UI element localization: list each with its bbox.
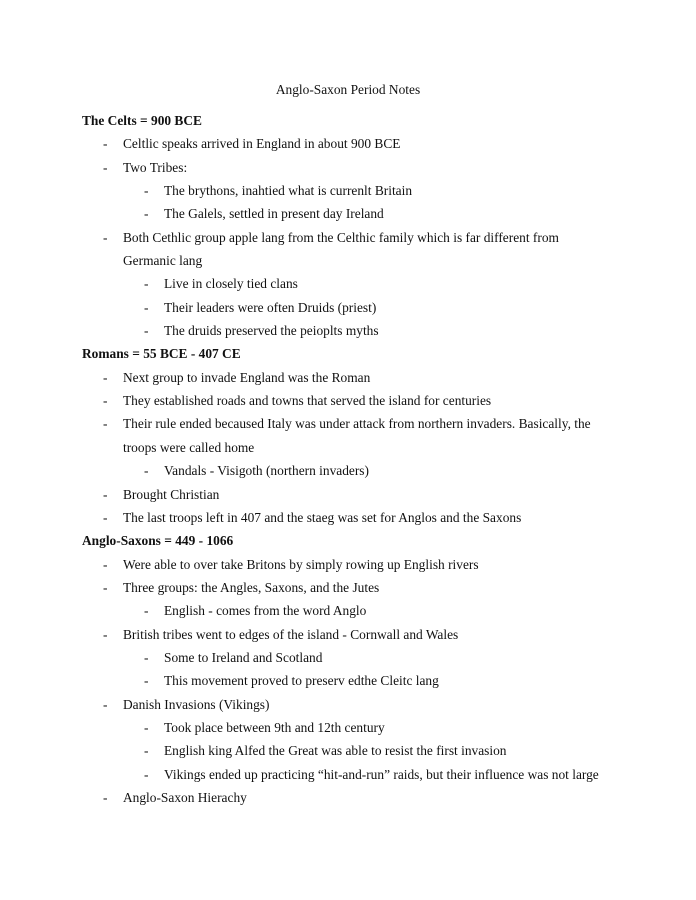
dash-bullet-icon: -	[144, 719, 149, 735]
sub-bullet-item	[82, 741, 622, 764]
sub-bullet-item	[82, 648, 622, 671]
bullet-text: Vandals - Visigoth (northern invaders)	[164, 463, 369, 479]
bullet-item	[82, 788, 622, 811]
bullet-text: Germanic lang	[123, 253, 203, 269]
dash-bullet-icon: -	[103, 136, 108, 152]
dash-bullet-icon: -	[103, 369, 108, 385]
bullet-item	[82, 391, 622, 414]
bullet-continuation	[82, 438, 622, 461]
bullet-text: Next group to invade England was the Roman	[123, 369, 371, 385]
bullet-text: Celtlic speaks arrived in England in about 900 BCE	[123, 136, 401, 152]
bullet-text: Both Cethlic group apple lang from the Celthic family which is far different from	[123, 229, 559, 245]
dash-bullet-icon: -	[144, 299, 149, 315]
bullet-text: English - comes from the word Anglo	[164, 603, 367, 619]
bullet-text: Took place between 9th and 12th century	[164, 719, 385, 735]
bullet-item	[82, 485, 622, 508]
bullet-text: Their leaders were often Druids (priest)	[164, 299, 377, 315]
dash-bullet-icon: -	[144, 673, 149, 689]
bullet-text: Were able to over take Britons by simply rowing up English rivers	[123, 556, 479, 572]
dash-bullet-icon: -	[103, 229, 108, 245]
dash-bullet-icon: -	[144, 323, 149, 339]
dash-bullet-icon: -	[144, 183, 149, 199]
section-heading: The Celts = 900 BCE	[82, 113, 202, 128]
bullet-text: Their rule ended becaused Italy was under attack from northern invaders. Basically, the	[123, 416, 591, 432]
dash-bullet-icon: -	[103, 509, 108, 525]
section-heading: Anglo-Saxons = 449 - 1066	[82, 533, 234, 549]
sub-bullet-item	[82, 204, 622, 227]
bullet-text: Anglo-Saxon Hierachy	[123, 789, 247, 805]
bullet-text: Danish Invasions (Vikings)	[123, 696, 270, 712]
dash-bullet-icon: -	[103, 159, 108, 175]
bullet-text: The druids preserved the peioplts myths	[164, 323, 379, 339]
dash-bullet-icon: -	[144, 276, 149, 292]
sub-bullet-item	[82, 181, 622, 204]
bullet-item	[82, 134, 622, 157]
dash-bullet-icon: -	[103, 626, 108, 642]
bullet-text: Vikings ended up practicing “hit-and-run” raids, but their influence was not large	[164, 766, 599, 782]
bullet-text: The last troops left in 407 and the staeg was set for Anglos and the Saxons	[123, 509, 522, 525]
sub-bullet-item	[82, 274, 622, 297]
dash-bullet-icon: -	[144, 649, 149, 665]
document-title: Anglo-Saxon Period Notes	[275, 82, 421, 97]
dash-bullet-icon: -	[103, 556, 108, 572]
document-body	[82, 111, 622, 811]
bullet-item	[82, 414, 622, 437]
bullet-item	[82, 625, 622, 648]
bullet-text: Brought Christian	[123, 486, 220, 502]
bullet-item	[82, 695, 622, 718]
bullet-text: Three groups: the Angles, Saxons, and the Jutes	[123, 579, 380, 595]
sub-bullet-item	[82, 298, 622, 321]
bullet-text: Two Tribes:	[123, 159, 188, 175]
bullet-item	[82, 368, 622, 391]
dash-bullet-icon: -	[103, 416, 108, 432]
bullet-text: They established roads and towns that served the island for centuries	[123, 393, 492, 409]
bullet-text: The brythons, inahtied what is currenlt Britain	[164, 183, 413, 199]
dash-bullet-icon: -	[103, 789, 108, 805]
bullet-text: English king Alfed the Great was able to resist the first invasion	[164, 743, 507, 759]
bullet-text: Some to Ireland and Scotland	[164, 649, 323, 665]
bullet-item	[82, 578, 622, 601]
dash-bullet-icon: -	[144, 603, 149, 619]
dash-bullet-icon: -	[103, 696, 108, 712]
sub-bullet-item	[82, 461, 622, 484]
dash-bullet-icon: -	[103, 486, 108, 502]
bullet-item	[82, 555, 622, 578]
bullet-text: Live in closely tied clans	[164, 276, 298, 292]
sub-bullet-item	[82, 765, 622, 788]
bullet-item	[82, 228, 622, 251]
bullet-continuation	[82, 251, 622, 274]
bullet-item	[82, 508, 622, 531]
dash-bullet-icon: -	[103, 393, 108, 409]
bullet-text: The Galels, settled in present day Ireland	[164, 206, 384, 222]
section-heading: Romans = 55 BCE - 407 CE	[82, 346, 241, 362]
dash-bullet-icon: -	[144, 766, 149, 782]
dash-bullet-icon: -	[144, 743, 149, 759]
sub-bullet-item	[82, 671, 622, 694]
bullet-text: British tribes went to edges of the island - Cornwall and Wales	[123, 626, 459, 642]
dash-bullet-icon: -	[144, 463, 149, 479]
sub-bullet-item	[82, 718, 622, 741]
dash-bullet-icon: -	[103, 579, 108, 595]
bullet-text: troops were called home	[123, 439, 255, 455]
sub-bullet-item	[82, 601, 622, 624]
dash-bullet-icon: -	[144, 206, 149, 222]
bullet-item	[82, 158, 622, 181]
sub-bullet-item	[82, 321, 622, 344]
bullet-text: This movement proved to preserv edthe Cleitc lang	[164, 673, 439, 689]
